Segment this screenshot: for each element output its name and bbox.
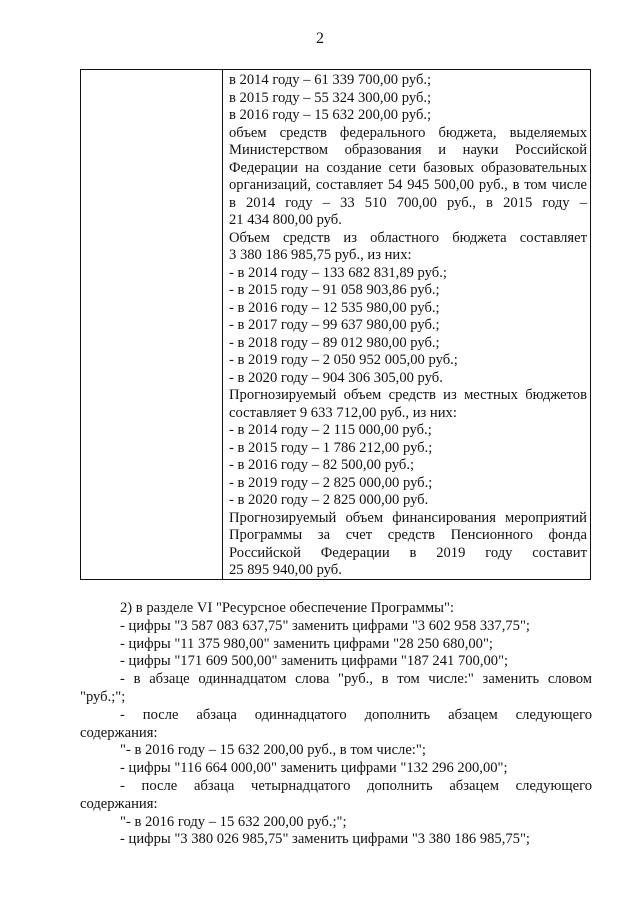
table-text-line: объем средств федерального бюджета, выделяемых (229, 124, 587, 141)
table-text-line: Министерством образования и науки Российской (229, 142, 587, 158)
table-text-line: Программы за счет средств Пенсионного фонда (229, 527, 587, 543)
table-text-line: - в 2017 году – 99 637 980,00 руб.; (229, 317, 440, 333)
amendments-text (80, 600, 592, 849)
table-column-divider (222, 70, 223, 579)
table-text-line: - в 2019 году – 2 050 952 005,00 руб.; (229, 352, 458, 368)
table-text-line: составляет 9 633 712,00 руб., из них: (229, 404, 457, 421)
table-cell-right (229, 72, 587, 580)
table-text-line: - в 2020 году – 2 825 000,00 руб. (229, 492, 429, 508)
paragraph-line: - цифры "171 609 500,00" заменить цифрами "187 241 700,00"; (120, 653, 509, 670)
paragraph-line: - цифры "116 664 000,00" заменить цифрами "132 296 200,00"; (120, 760, 508, 777)
paragraph-line: содержания: (80, 795, 158, 812)
table-text-line: в 2014 году – 33 510 700,00 руб., в 2015 году – (229, 194, 587, 211)
table-text-line: в 2016 году – 15 632 200,00 руб.; (229, 107, 432, 123)
table-text-line: 3 380 186 985,75 руб., из них: (229, 247, 412, 263)
paragraph-line: содержания: (80, 724, 158, 741)
paragraph-line: - цифры "3 587 083 637,75" заменить цифрами "3 602 958 337,75"; (120, 617, 530, 634)
table-text-line: Прогнозируемый объем финансирования мероприятий (229, 509, 587, 526)
page-number: 2 (316, 30, 324, 47)
table-text-line: - в 2014 году – 2 115 000,00 руб.; (229, 422, 432, 438)
table-text-line: Федерации на создание сети базовых образовательных (229, 159, 587, 176)
table-text-line: - в 2014 году – 133 682 831,89 руб.; (229, 264, 447, 281)
table-text-line: 21 434 800,00 руб. (229, 212, 342, 228)
table-text-line: - в 2015 году – 91 058 903,86 руб.; (229, 282, 440, 298)
paragraph-line: - после абзаца четырнадцатого дополнить абзацем следующего (120, 777, 592, 794)
paragraph-line: - цифры "11 375 980,00" заменить цифрами "28 250 680,00"; (120, 635, 493, 652)
table-text-line: - в 2016 году – 12 535 980,00 руб.; (229, 299, 440, 316)
paragraph-line: 2) в разделе VI "Ресурсное обеспечение Программы": (120, 600, 454, 616)
paragraph-line: - в абзаце одиннадцатом слова "руб., в том числе:" заменить словом (120, 671, 592, 688)
paragraph-line: "- в 2016 году – 15 632 200,00 руб., в том числе:"; (120, 742, 426, 759)
table-text-line: - в 2019 году – 2 825 000,00 руб.; (229, 474, 433, 491)
table-text-line: - в 2018 году – 89 012 980,00 руб.; (229, 334, 440, 351)
table-text-line: - в 2016 году – 82 500,00 руб.; (229, 457, 415, 473)
table-text-line: в 2015 году – 55 324 300,00 руб.; (229, 89, 432, 106)
table-text-line: - в 2020 году – 904 306 305,00 руб. (229, 369, 443, 386)
table-text-line: организаций, составляет 54 945 500,00 руб., в том числе (229, 177, 587, 193)
paragraph-line: "руб.;"; (80, 688, 126, 705)
table-text-line: Объем средств из областного бюджета составляет (229, 229, 587, 246)
paragraph-line: "- в 2016 году – 15 632 200,00 руб.;"; (120, 813, 347, 830)
resource-table (80, 69, 591, 580)
table-text-line: - в 2015 году – 1 786 212,00 руб.; (229, 439, 433, 456)
paragraph-line: - после абзаца одиннадцатого дополнить абзацем следующего (120, 706, 592, 723)
table-text-line: Прогнозируемый объем средств из местных бюджетов (229, 387, 587, 403)
table-text-line: в 2014 году – 61 339 700,00 руб.; (229, 72, 432, 88)
table-text-line: 25 895 940,00 руб. (229, 562, 342, 578)
paragraph-line: - цифры "3 380 026 985,75" заменить цифрами "3 380 186 985,75"; (120, 831, 530, 848)
table-text-line: Российской Федерации в 2019 году составит (229, 544, 587, 561)
